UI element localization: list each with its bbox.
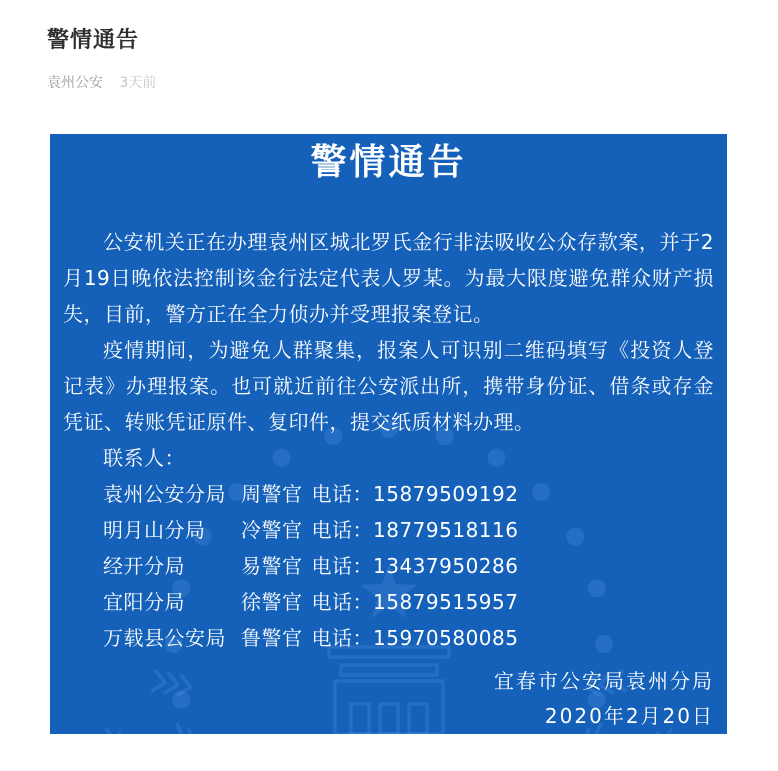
contact-row [63,620,714,656]
byline [47,73,731,93]
contact-bureau: 宜阳分局 [103,590,185,614]
phone-label: 电话： [311,590,373,614]
signature: 宜春市公安局袁州分局 [494,669,714,693]
contact-bureau: 明月山分局 [103,518,206,542]
notice-paragraph-1: 公安机关正在办理袁州区城北罗氏金行非法吸收公众存款案，并于2月19日晚依法控制该金行法定代表人罗某。为最大限度避免群众财产损失，目前，警方正在全力侦办并受理报案登记。 [63,230,714,326]
notice-paragraph-2: 疫情期间，为避免人群聚集，报案人可识别二维码填写《投资人登记表》办理报案。也可就近前往公安派出所，携带身份证、借条或存金凭证、转账凭证原件、复印件，提交纸质材料办理。 [63,338,714,434]
contact-officer: 鲁警官 [241,626,303,650]
phone-label: 电话： [311,554,373,578]
contact-phone: 13437950286 [373,554,519,578]
notice-footer [63,664,714,734]
contact-officer: 徐警官 [241,590,303,614]
phone-label: 电话： [311,482,373,506]
contact-officer: 冷警官 [241,518,303,542]
contacts-label: 联系人： [103,446,185,470]
contact-phone: 15970580085 [373,626,519,650]
contact-bureau: 袁州公安分局 [103,482,226,506]
contact-row [63,584,714,620]
notice-body [63,224,714,656]
contact-row [63,476,714,512]
contact-officer: 周警官 [241,482,303,506]
contact-phone: 18779518116 [373,518,519,542]
contact-phone: 15879515957 [373,590,519,614]
page-title: 警情通告 [47,28,140,53]
article-page [0,28,778,734]
contact-row [63,512,714,548]
contact-phone: 15879509192 [373,482,519,506]
contact-row [63,548,714,584]
notice-image[interactable] [50,134,727,734]
author-link[interactable]: 袁州公安 [47,75,103,91]
post-time: 3天前 [119,75,157,91]
contact-bureau: 万载县公安局 [103,626,226,650]
phone-label: 电话： [311,518,373,542]
notice-date: 2020年2月20日 [544,704,714,728]
notice-title: 警情通告 [310,142,467,183]
contact-bureau: 经开分局 [103,554,185,578]
phone-label: 电话： [311,626,373,650]
contact-officer: 易警官 [241,554,303,578]
